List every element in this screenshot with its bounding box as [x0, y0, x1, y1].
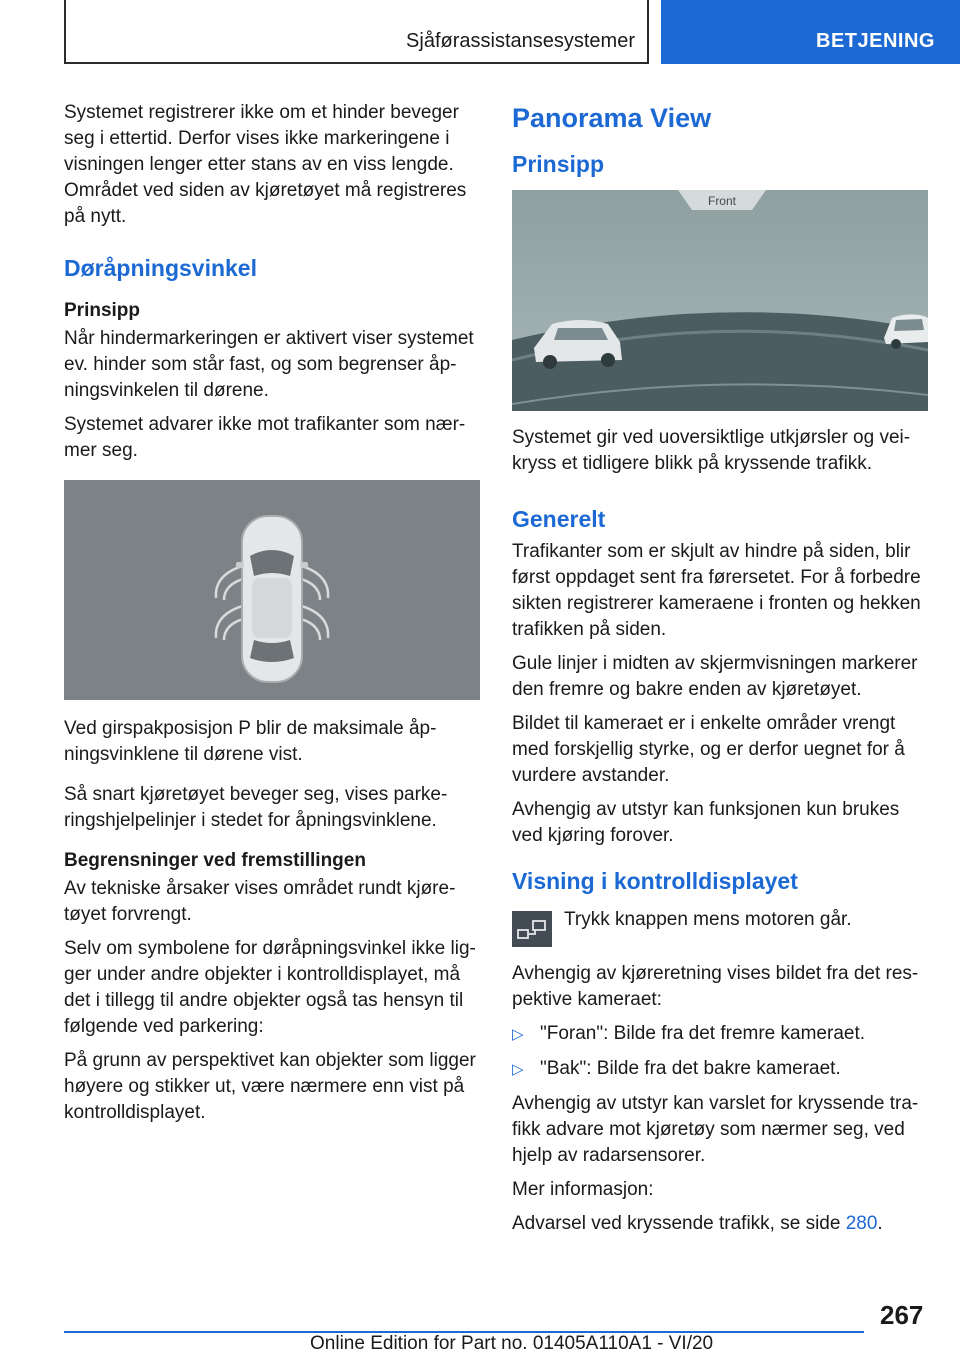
header-chapter-title: BETJENING — [816, 30, 935, 52]
front-label: Front — [707, 194, 737, 208]
left-column — [64, 100, 480, 1134]
press-button-row — [512, 907, 928, 947]
list-item-text: "Bak": Bilde fra det bakre kameraet. — [540, 1058, 841, 1079]
panorama-view-heading: Panorama View — [512, 103, 712, 133]
header-section-title: Sjåførassistansesystemer — [406, 30, 635, 52]
cross-reference-end: . — [877, 1213, 883, 1234]
list-item — [512, 1056, 928, 1083]
door-angle-heading: Døråpningsvinkel — [64, 255, 257, 281]
right-column — [512, 100, 928, 1245]
header-section-box — [64, 0, 649, 64]
panorama-view-button-icon — [512, 911, 552, 947]
limitations-heading: Begrensninger ved fremstillingen — [64, 850, 366, 871]
cross-reference-text: Advarsel ved kryssende trafikk, se side — [512, 1213, 846, 1234]
display-paragraph-2: Avhengig av utstyr kan varslet for kryssende tra-fikk advare mot kjøretøy som nærmer seg, ved hjelp av radarsensorer. — [512, 1093, 919, 1166]
display-heading: Visning i kontrolldisplayet — [512, 868, 798, 894]
triangle-bullet-icon: ▷ — [512, 1061, 524, 1078]
more-info-label: Mer informasjon: — [512, 1179, 654, 1200]
door-angle-principle-heading: Prinsipp — [64, 300, 141, 321]
limitations-paragraph-1: Av tekniske årsaker vises området rundt kjøre-tøyet forvrengt. — [64, 878, 456, 925]
door-angle-paragraph-1: Når hindermarkeringen er aktivert viser systemet ev. hinder som står fast, og som begrenser åp-ningsvinkelen til dørene. — [64, 328, 474, 401]
intro-paragraph: Systemet registrerer ikke om et hinder beveger seg i ettertid. Derfor vises ikke markeringene i visningen lenger etter stans av en viss lengde. Området ved siden av kjøretøyet må registreres på nytt. — [64, 102, 467, 227]
cross-reference — [512, 1211, 928, 1237]
door-angle-paragraph-3: Ved girspakposisjon P blir de maksimale åp-ningsvinklene til dørene vist. — [64, 718, 437, 765]
general-paragraph-1: Trafikanter som er skjult av hindre på siden, blir først oppdaget sent fra førersetet. For å forbedre sikten registrerer kameraene i fronten og hekken trafikken på siden. — [512, 541, 921, 640]
page-280-link[interactable]: 280 — [845, 1213, 878, 1234]
general-paragraph-3: Bildet til kameraet er i enkelte områder vrengt med forskjellig styrke, og er derfor uegnet for å vurdere avstander. — [512, 713, 905, 786]
display-paragraph-1: Avhengig av kjøreretning vises bildet fra det res-pektive kameraet: — [512, 963, 919, 1010]
panorama-principle-heading: Prinsipp — [512, 151, 605, 177]
camera-list — [512, 1021, 928, 1083]
page-number: 267 — [880, 1300, 924, 1330]
limitations-paragraph-3: På grunn av perspektivet kan objekter som ligger høyere og stikker ut, være nærmere enn vist på kontrolldisplayet. — [64, 1050, 476, 1123]
list-item — [512, 1021, 928, 1048]
general-heading: Generelt — [512, 506, 606, 532]
footer-edition-text: Online Edition for Part no. 01405A110A1 - VI/20 — [310, 1333, 714, 1354]
door-angle-paragraph-4: Så snart kjøretøyet beveger seg, vises parke-ringshjelpelinjer i stedet for åpningsvinklene. — [64, 784, 448, 831]
press-button-instruction: Trykk knappen mens motoren går. — [564, 909, 852, 930]
door-angle-illustration — [64, 480, 480, 700]
panorama-principle-paragraph: Systemet gir ved uoversiktlige utkjørsler og vei-kryss et tidligere blikk på kryssende trafikk. — [512, 427, 911, 474]
limitations-paragraph-2: Selv om symbolene for døråpningsvinkel ikke lig-ger under andre objekter i kontrolldisplayet, må det i tillegg til andre objekter også tas hensyn til følgende ved parkering: — [64, 938, 476, 1037]
triangle-bullet-icon: ▷ — [512, 1026, 524, 1043]
panorama-view-illustration — [512, 190, 928, 411]
general-paragraph-4: Avhengig av utstyr kan funksjonen kun brukes ved kjøring forover. — [512, 799, 900, 846]
general-paragraph-2: Gule linjer i midten av skjermvisningen markerer den fremre og bakre enden av kjøretøyet. — [512, 653, 918, 700]
list-item-text: "Foran": Bilde fra det fremre kameraet. — [540, 1023, 866, 1044]
door-angle-paragraph-2: Systemet advarer ikke mot trafikanter som nær-mer seg. — [64, 414, 466, 461]
car-top-view-icon — [236, 516, 308, 682]
